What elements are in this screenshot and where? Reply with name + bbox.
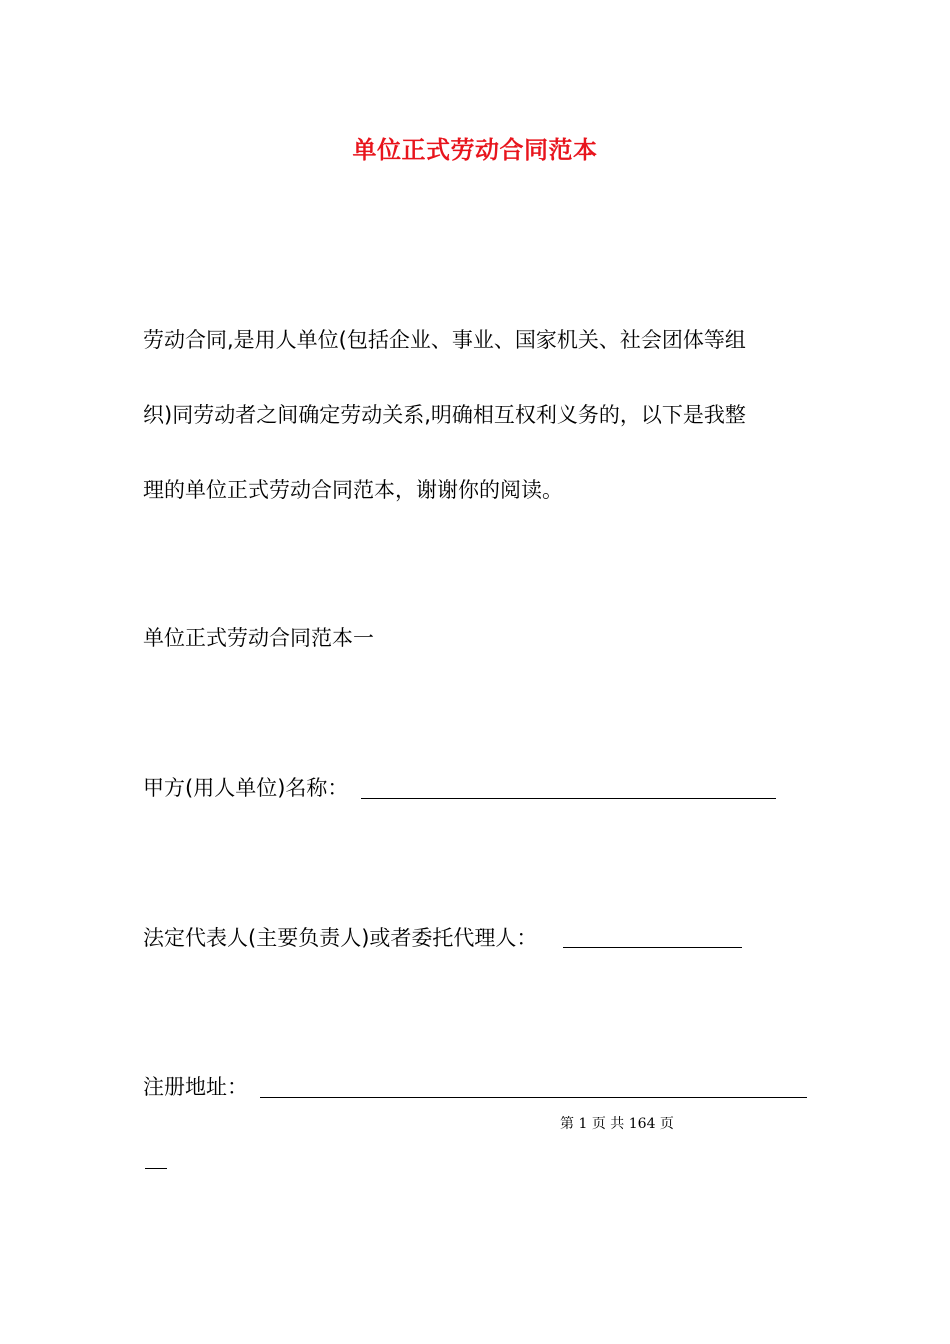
intro-line-3: 理的单位正式劳动合同范本，谢谢你的阅读。	[143, 478, 563, 502]
document-title: 单位正式劳动合同范本	[352, 136, 598, 164]
registered-address-field	[143, 1071, 248, 1103]
party-a-name-field	[143, 772, 348, 804]
intro-line-1: 劳动合同,是用人单位(包括企业、事业、国家机关、社会团体等组	[143, 328, 746, 352]
intro-line-2: 织)同劳动者之间确定劳动关系,明确相互权利义务的，以下是我整	[143, 403, 746, 427]
page-footer	[0, 1114, 950, 1134]
legal-rep-field	[143, 922, 537, 954]
party-a-name-label: 甲方(用人单位)名称：	[143, 776, 349, 800]
registered-address-label: 注册地址：	[143, 1075, 248, 1099]
page-number: 第 1 页 共 164 页	[560, 1116, 674, 1132]
party-a-name-blank[interactable]	[361, 798, 776, 799]
legal-rep-blank[interactable]	[563, 947, 742, 948]
registered-address-blank-continuation[interactable]	[145, 1168, 167, 1169]
section-heading: 单位正式劳动合同范本一	[143, 626, 374, 650]
registered-address-blank[interactable]	[260, 1097, 807, 1098]
legal-rep-label: 法定代表人(主要负责人)或者委托代理人：	[143, 926, 538, 950]
